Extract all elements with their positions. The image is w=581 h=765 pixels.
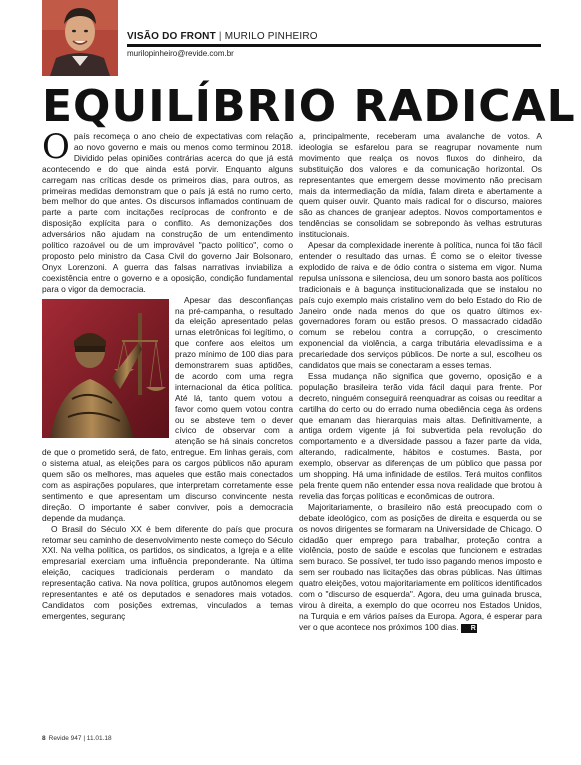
article-paragraph: Majoritariamente, o brasileiro não está preocupado com o debate ideológico, com as posições de direita e esquerda ou se os novos dirigentes se formaram na Universidade de Chicago. O cidadão quer emprego para trabalhar, proteção contra a violência, posto de saúde e escolas que funcionem e estradas sem buraco. Se possível, ter tudo isso pagando menos imposto e sem ser roubado nas licitações das obras públicas. Nas últimas quatro eleições, votou majoritariamente em políticos identificados com o "discurso de esquerda". Agora, deu uma guinada brusca, virou à direita, a exemplo do que ocorreu nos Estados Unidos, na Turquia e em vários países da Europa. Agora, é esperar para ver o que acontece nos próximos 100 dias. R [299, 501, 543, 632]
article-paragraph: Apesar das desconfianças na pré-campanha, o resultado da eleição apresentado pelas urnas eletrônicas foi legítimo, o que confere aos eleitos um prazo mínimo de 100 dias para demonstrarem suas aptidões, de acordo com uma regra internacional da ética política. Até lá, tanto quem votou a favor como quem votou contra ou se absteve tem o dever cívico de observar com a atenção se há sinais concretos de que o prometido será, de fato, entregue. Em linhas gerais, com o sistema atual, as eleições para os cargos públicos não apuram quem são os melhores, mas aqueles que estão mais conectados com as aspirações populares, que interpretam corretamente esse sentimento e que apresentam um discurso convincente nesta direção. O importante é saber conviver, pois a democracia depende da mudança. [42, 294, 293, 523]
article-paragraph: Opaís recomeça o ano cheio de expectativas com relação ao novo governo e mais ou menos como terminou 2018. Dividido pelas opiniões contrárias acerca do que já está acontecendo e do que ainda está porvir. Enquanto alguns carregam nas críticas desde os primeiros dias, para outros, as primeiras medidas demonstram que o país já está no rumo certo, bem melhor do que antes. Os discursos inflamados continuam de parte a parte com incitações recíprocas de confronto e de disposição explícita para o conflito. As demonizações dos adversários não ajudam na construção de um entendimento político razoável ou de um improvável "pacto político", como o proposto pelo ministro da Casa Civil do governo Jair Bolsonaro, Onyx Lorenzoni. A guerra das falsas narrativas inviabiliza a coexistência entre o governo e a oposição, condição fundamental para o vigor da democracia. [42, 127, 293, 294]
article-column-left [42, 127, 293, 622]
publication-info: Revide 947 | 11.01.18 [48, 735, 112, 742]
article-paragraph: a, principalmente, receberam uma avalanche de votos. A ideologia se esfarelou para se reagrupar novamente num movimento que realça os novos fluxos do dinheiro, da substituição dos valores e da comunicação horizontal. Os representantes que emergem desse movimento não precisam mais da intermediação da mídia, falam direta e abertamente a quem quiser ouvir. Quanto mais radical for o discurso, maiores são as chances de granjear adeptos. Novos comportamentos e tendências se consolidam se sobrepondo às velhas estruturas institucionais. [299, 131, 542, 240]
end-of-article-mark: R [461, 624, 477, 633]
author-email[interactable]: murilopinheiro@revide.com.br [127, 49, 234, 58]
article-paragraph: Essa mudança não significa que governo, oposição e a população brasileira terão vida fácil daqui para frente. Por decreto, ninguém conseguirá reenquadrar as coisas ou reeditar a cartilha do certo ou do errado numa obediência cega às ordens que emanam das hierarquias mais altas. Definitivamente, a antiga ordem vigente já foi subvertida pela revolução do comportamento e a diversidade passou a fazer parte da vida, alterando, radicalmente, hábitos e costumes. Basta, por exemplo, observar as diferenças de um público que passa por um shopping. Há uma infinidade de estilos. Terá muitos conflitos pela frente quem não entender essa nova realidade que brotou à revelia das forças políticas e econômicas de outrora. [299, 370, 542, 501]
headline: EQUILÍBRIO RADICAL [42, 81, 576, 132]
column-name: VISÃO DO FRONT [127, 31, 216, 42]
article-paragraph: O Brasil do Século XX é bem diferente do país que procura retomar seu caminho de desenvolvimento neste começo do Século XXI. Na velha política, os partidos, os sindicatos, a Igreja e a elite empresarial exerciam uma influência preponderante. Na última eleição, caciques tradicionais perderam o mandato da representação cativa. Na nova política, grupos autônomos elegem representantes e até os deputados e senadores mais votados. Candidatos com posições extremas, vinculados a temas emergentes, seguranç [42, 523, 293, 621]
column-title [127, 31, 318, 42]
header-rule [127, 44, 541, 47]
page-footer [42, 735, 112, 742]
author-photo [42, 0, 118, 76]
page-number: 8 [42, 735, 46, 742]
article-column-right [299, 131, 542, 633]
author-name: MURILO PINHEIRO [224, 31, 318, 42]
justice-statue-photo [42, 299, 169, 438]
column-separator: | [218, 31, 222, 42]
drop-cap: O [42, 127, 70, 167]
article-paragraph: Apesar da complexidade inerente à política, nunca foi tão fácil entender o resultado das urnas. É como se o eleitor tivesse explodido de raiva e de ódio contra o sistema em vigor. Numa repulsa uníssona e silenciosa, deu um sonoro basta aos políticos tradicionais e à bagunça institucionalizada que se instalou no país cujo exemplo mais cristalino vem do belo Estado do Rio de Janeiro onde nada menos do que os quatro últimos ex-governadores foram ou estão presos. O massacrado cidadão comum se rebelou contra a corrupção, o crescimento exponencial da violência, a carga tributária elevadíssima e a precariedade dos serviços públicos. De norte a sul, escolheu os candidatos que mais se conectaram a esses temas. [299, 240, 542, 371]
